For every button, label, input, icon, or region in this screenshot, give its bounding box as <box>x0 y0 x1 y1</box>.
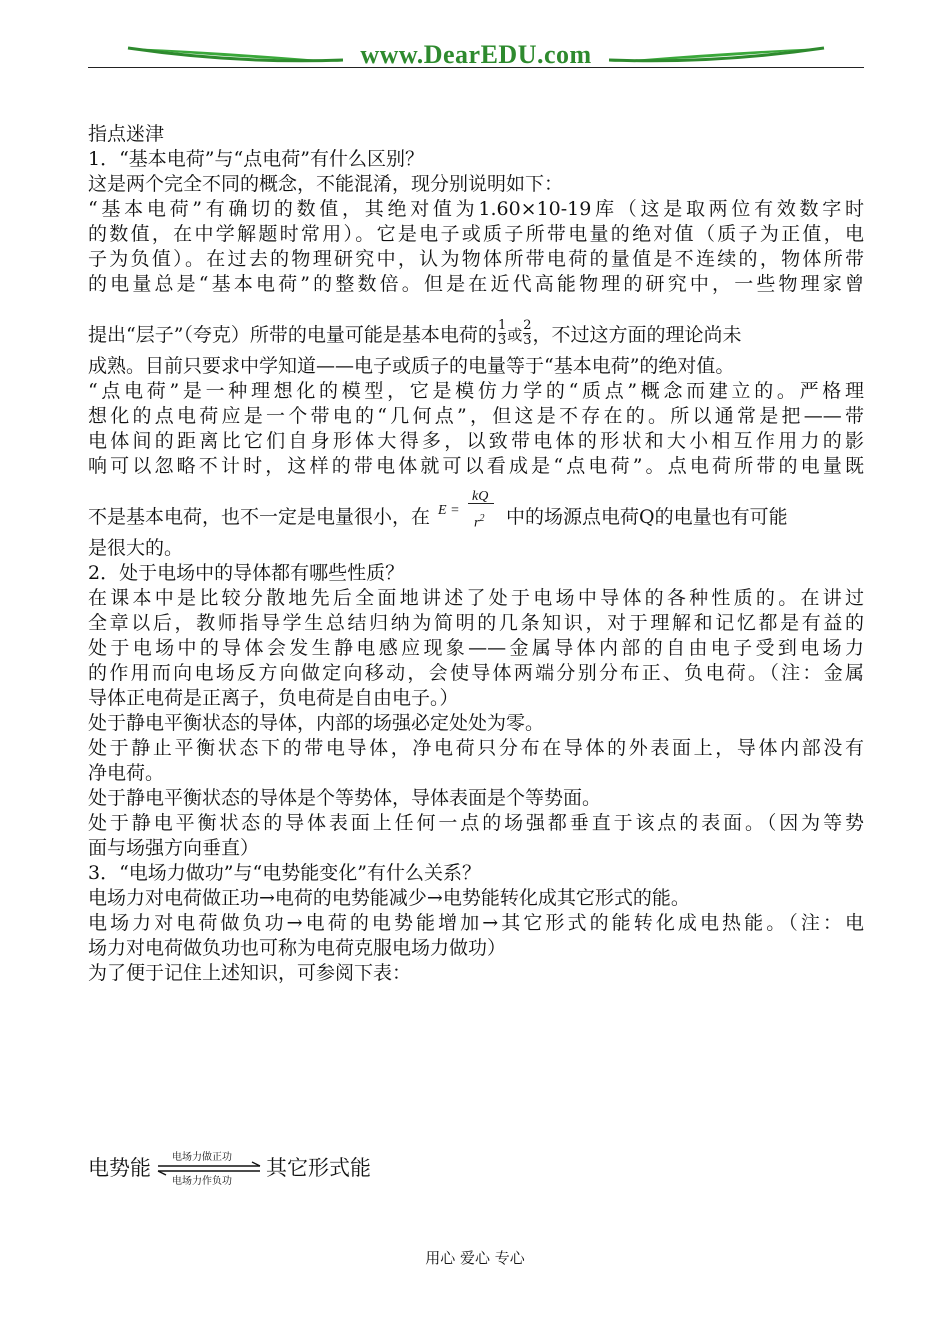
question-3-title: 3．“电场力做功”与“电势能变化”有什么关系？ <box>88 862 481 884</box>
fraction-or: 或 <box>507 326 523 344</box>
paragraph-line: 导体正电荷是正离子，负电荷是自由电子。） <box>88 687 459 709</box>
header-divider <box>88 67 864 68</box>
site-logo[interactable]: www.DearEDU.com <box>360 40 592 69</box>
paragraph-line: “点电荷”是一种理想化的模型，它是模仿力学的“质点”概念而建立的。严格理 <box>88 380 864 402</box>
coulomb-field-formula <box>430 484 506 530</box>
formula-denominator: $r^2$ <box>474 513 485 531</box>
paragraph-line: 净电荷。 <box>88 762 165 784</box>
paragraph-line: 的电量总是“基本电荷”的整数倍。但是在近代高能物理的研究中，一些物理家曾 <box>88 273 864 295</box>
diagram-left-label: 电势能 <box>88 1156 151 1180</box>
fraction-two-thirds <box>523 319 531 348</box>
paragraph-line: 为了便于记住上述知识，可参阅下表： <box>88 962 412 984</box>
paragraph-line: 想化的点电荷应是一个带电的“几何点”，但这是不存在的。所以通常是把——带 <box>88 405 864 427</box>
text-segment: 中的场源点电荷Q的电量也有可能 <box>506 506 788 528</box>
formula-numerator: kQ <box>472 489 489 504</box>
diagram-bottom-label: 电场力作负功 <box>172 1176 232 1187</box>
paragraph-line: 响可以忽略不计时，这样的带电体就可以看成是“点电荷”。点电荷所带的电量既 <box>88 455 864 477</box>
paragraph-line: 的作用而向电场反方向做定向移动，会使导体两端分别分布正、负电荷。（注：金属 <box>88 662 864 684</box>
text-segment: 提出“层子”（夸克）所带的电量可能是基本电荷的 <box>88 324 497 346</box>
fraction-numerator: 1 <box>497 318 507 333</box>
diagram-right-label: 其它形式能 <box>266 1156 371 1180</box>
paragraph-line: 电场力对电荷做负功→电荷的电势能增加→其它形式的能转化成电热能。（注：电 <box>88 912 864 934</box>
question-2-title: 2．处于电场中的导体都有哪些性质？ <box>88 562 405 584</box>
paragraph-line: 电体间的距离比它们自身形体大得多，以致带电体的形状和大小相互作用力的影 <box>88 430 864 452</box>
fraction-denominator: 3 <box>497 333 507 348</box>
document-body <box>88 122 864 986</box>
paragraph-line: 电场力对电荷做正功→电荷的电势能减少→电势能转化成其它形式的能。 <box>88 887 690 909</box>
energy-conversion-diagram <box>88 1148 408 1188</box>
paragraph-line: 子为负值）。在过去的物理研究中，认为物体所带电荷的量值是不连续的，物体所带 <box>88 248 864 270</box>
paragraph-line: 是很大的。 <box>88 537 184 559</box>
fraction-denominator: 3 <box>523 333 532 348</box>
paragraph-line: 面与场强方向垂直） <box>88 837 260 859</box>
diagram-top-label: 电场力做正功 <box>172 1152 232 1163</box>
paragraph-line: 成熟。目前只要求中学知道——电子或质子的电量等于“基本电荷”的绝对值。 <box>88 355 735 377</box>
paragraph-line: 处于静止平衡状态下的带电导体，净电荷只分布在导体的外表面上，导体内部没有 <box>88 737 864 759</box>
paragraph-line: 处于静电平衡状态的导体，内部的场强必定处处为零。 <box>88 712 545 734</box>
paragraph-line: 这是两个完全不同的概念，不能混淆，现分别说明如下： <box>88 173 564 195</box>
fraction-numerator: 2 <box>523 318 532 333</box>
paragraph-line-with-formula <box>88 479 864 536</box>
paragraph-line-with-fraction <box>88 297 864 354</box>
text-segment: 不是基本电荷，也不一定是电量很小，在 <box>88 506 431 528</box>
text-segment: ，不过这方面的理论尚未 <box>532 324 742 346</box>
paragraph-line: 处于静电平衡状态的导体表面上任何一点的场强都垂直于该点的表面。（因为等势 <box>88 812 864 834</box>
paragraph-line: 的数值，在中学解题时常用）。它是电子或质子所带电量的绝对值（质子为正值，电 <box>88 223 864 245</box>
section-heading: 指点迷津 <box>88 123 165 145</box>
paragraph-line: 处于静电平衡状态的导体是个等势体，导体表面是个等势面。 <box>88 787 602 809</box>
page-footer: 用心 爱心 专心 <box>425 1249 525 1267</box>
paragraph-line: 处于电场中的导体会发生静电感应现象——金属导体内部的自由电子受到电场力 <box>88 637 864 659</box>
question-1-title: 1．“基本电荷”与“点电荷”有什么区别？ <box>88 148 424 170</box>
paragraph-line: 场力对电荷做负功也可称为电荷克服电场力做功） <box>88 937 507 959</box>
paragraph-line: 全章以后，教师指导学生总结归纳为简明的几条知识，对于理解和记忆都是有益的 <box>88 612 864 634</box>
paragraph-line: “基本电荷”有确切的数值，其绝对值为1.60×10-19库（这是取两位有效数字时 <box>88 198 864 220</box>
fraction-one-third <box>498 319 506 348</box>
formula-lhs: E = <box>438 503 460 518</box>
paragraph-line: 在课本中是比较分散地先后全面地讲述了处于电场中导体的各种性质的。在讲过 <box>88 587 864 609</box>
